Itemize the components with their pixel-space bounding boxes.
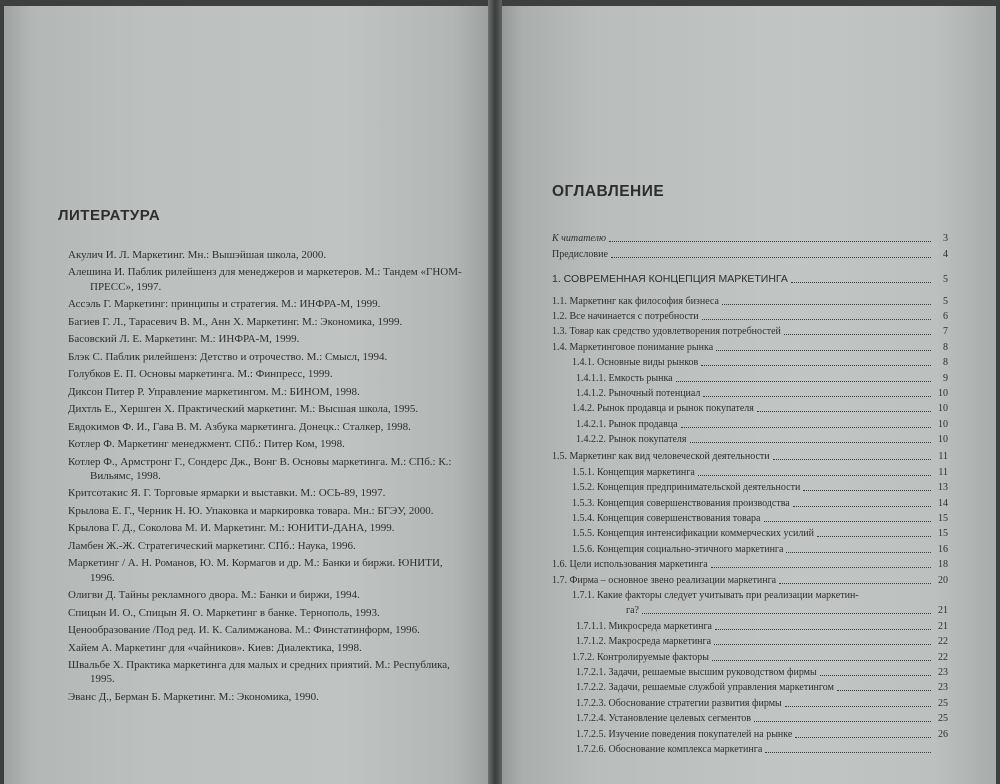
toc-chapter [552, 271, 948, 286]
toc-entry [552, 400, 948, 415]
toc-entry-label: 1.7.1.1. Микросреда маркетинга [576, 620, 712, 632]
toc-leader [765, 752, 931, 753]
toc-leader [837, 690, 931, 691]
toc-entry [552, 587, 948, 602]
toc-entry [552, 448, 948, 463]
toc-entry [552, 292, 948, 307]
toc-leader [698, 475, 931, 476]
reference-item: Дихтль Е., Хершген Х. Практический маркетинг. М.: Высшая школа, 1995. [68, 403, 419, 416]
toc-entry-label: 1.5.2. Концепция предпринимательской деятельности [572, 482, 801, 494]
toc-leader [773, 459, 931, 460]
reference-item: Ценообразование /Под ред. И. К. Салимжанова. М.: Финстатинформ, 1996. [68, 624, 420, 637]
reference-item: Ламбен Ж.-Ж. Стратегический маркетинг. СПб.: Наука, 1996. [68, 539, 356, 552]
toc-entry-label: 1.7.2.6. Обоснование комплекса маркетинга [576, 743, 763, 755]
toc-leader [820, 675, 931, 676]
toc-leader [754, 721, 931, 722]
toc-leader [764, 521, 932, 522]
toc-page-number: 13 [938, 482, 948, 494]
toc-entry-label: 1.7.2.1. Задачи, решаемые высшим руководством фирмы [576, 666, 817, 678]
toc-entry [552, 463, 948, 478]
toc-page-number: 8 [943, 357, 948, 369]
toc-entry [552, 510, 948, 525]
toc-entry-label: 1.7.2.5. Изучение поведения покупателей на рынке [576, 728, 793, 740]
toc-entry-label: 1.5.1. Концепция маркетинга [572, 466, 695, 478]
toc-leader [702, 319, 931, 320]
toc-page-number: 23 [938, 682, 948, 694]
toc-leader [703, 396, 931, 397]
toc-leader [784, 334, 931, 335]
reference-item: Блэк С. Паблик рилейшенз: Детство и отрочество. М.: Смысл, 1994. [68, 350, 388, 363]
toc-entry-label: 1.5.5. Концепция интенсификации коммерческих усилий [572, 528, 815, 540]
toc-entry-label: 1.1. Маркетинг как философия бизнеса [552, 295, 719, 307]
toc-leader [817, 536, 931, 537]
toc-entry [552, 338, 948, 353]
reference-item: Хайем А. Маркетинг для «чайников». Киев: Диалектика, 1998. [68, 641, 362, 654]
toc-entry [552, 556, 948, 571]
toc-entry [552, 617, 948, 632]
toc-page-number: 26 [938, 728, 948, 740]
toc-page-number: 5 [943, 295, 948, 307]
toc-leader [712, 660, 931, 661]
toc-entry [552, 354, 948, 369]
reference-item: Басовский Л. Е. Маркетинг. М.: ИНФРА-М, 1999. [68, 333, 300, 346]
toc-page-number: 18 [938, 559, 948, 571]
toc-page-number: 14 [938, 497, 948, 509]
toc-page-number: 16 [938, 543, 948, 555]
reference-item: Евдокимов Ф. И., Гава В. М. Азбука маркетинга. Донецк.: Сталкер, 1998. [68, 420, 411, 433]
toc-entry-label: га? [626, 605, 639, 617]
toc-leader [711, 567, 931, 568]
toc-leader [690, 442, 932, 443]
reference-item: Маркетинг / А. Н. Романов, Ю. М. Кормагов и др. М.: Банки и биржи. ЮНИТИ, 1996. [68, 557, 443, 584]
toc-page-number: 11 [938, 451, 948, 463]
toc-entry-label: 1.7.2.3. Обоснование стратегии развития фирмы [576, 697, 782, 709]
toc-page-number: 10 [938, 403, 948, 415]
toc-entry [552, 571, 948, 586]
toc-entry-label: 1.7.2.4. Установление целевых сегментов [576, 713, 751, 725]
reference-item: Швальбе Х. Практика маркетинга для малых и средних приятий. М.: Республика, 1995. [68, 659, 450, 686]
toc-entry [552, 230, 948, 245]
bibliography-list [68, 248, 468, 707]
toc-page-number: 25 [938, 697, 948, 709]
toc-entry-label: 1.5. Маркетинг как вид человеческой деятельности [552, 451, 770, 463]
toc-leader [715, 629, 931, 630]
contents-title: ОГЛАВЛЕНИЕ [552, 183, 665, 200]
toc-leader [701, 365, 931, 366]
toc-entry-label: 1.5.4. Концепция совершенствования товара [572, 513, 761, 525]
toc-leader [611, 257, 931, 258]
reference-item: Багиев Г. Л., Тарасевич В. М., Анн Х. Маркетинг. М.: Экономика, 1999. [68, 315, 403, 328]
table-of-contents [552, 230, 948, 756]
toc-leader [714, 644, 931, 645]
toc-entry-label: 1.4. Маркетинговое понимание рынка [552, 341, 714, 353]
toc-entry [552, 385, 948, 400]
toc-leader [716, 350, 931, 351]
toc-leader [793, 506, 931, 507]
toc-entry [552, 648, 948, 663]
toc-page-number: 8 [943, 341, 948, 353]
toc-entry [552, 369, 948, 384]
toc-entry [552, 679, 948, 694]
reference-item: Спицын И. О., Спицын Я. О. Маркетинг в банке. Тернополь, 1993. [68, 606, 380, 619]
toc-entry-label: 1.4.2.2. Рынок покупателя [576, 434, 687, 446]
toc-page-number: 23 [938, 666, 948, 678]
toc-entry-label: Предисловие [552, 248, 608, 260]
toc-entry-label: 1.7.2. Контролируемые факторы [572, 651, 709, 663]
bibliography-title: ЛИТЕРАТУРА [58, 207, 161, 224]
toc-leader [676, 381, 931, 382]
toc-entry-label: 1.6. Цели использования маркетинга [552, 559, 708, 571]
toc-page-number: 9 [943, 372, 948, 384]
toc-page-number: 6 [943, 310, 948, 322]
reference-item: Эванс Д., Берман Б. Маркетинг. М.: Экономика, 1990. [68, 690, 319, 703]
toc-page-number: 20 [938, 574, 948, 586]
reference-item: Котлер Ф. Маркетинг менеджмент. СПб.: Питер Ком, 1998. [68, 438, 345, 451]
toc-leader [642, 613, 931, 614]
toc-entry-label: 1.7.1.2. Макросреда маркетинга [576, 636, 712, 648]
toc-entry [552, 694, 948, 709]
toc-entry-label: 1.7.2.2. Задачи, решаемые службой управления маркетингом [576, 682, 834, 694]
toc-entry [552, 494, 948, 509]
reference-item: Диксон Питер Р. Управление маркетингом. М.: БИНОМ, 1998. [68, 385, 360, 398]
toc-entry-label: 1. СОВРЕМЕННАЯ КОНЦЕПЦИЯ МАРКЕТИНГА [552, 273, 788, 286]
toc-page-number: 15 [938, 528, 948, 540]
toc-page-number: 4 [943, 248, 948, 260]
reference-item: Акулич И. Л. Маркетинг. Мн.: Вышэйшая школа, 2000. [68, 249, 327, 261]
toc-entry [552, 540, 948, 555]
toc-page-number: 10 [938, 434, 948, 446]
toc-entry-label: 1.4.2.1. Рынок продавца [576, 418, 678, 430]
toc-entry [552, 479, 948, 494]
toc-leader [786, 552, 931, 553]
toc-page-number: 22 [938, 651, 948, 663]
toc-page-number: 7 [943, 326, 948, 338]
toc-entry [552, 633, 948, 648]
toc-entry-label: 1.4.1.2. Рыночный потенциал [576, 387, 701, 399]
toc-entry-label: 1.3. Товар как средство удовлетворения потребностей [552, 326, 781, 338]
toc-leader [795, 737, 931, 738]
toc-entry [552, 431, 948, 446]
toc-entry-label: 1.5.3. Концепция совершенствования производства [572, 497, 790, 509]
toc-leader [757, 411, 931, 412]
toc-entry-continuation [552, 602, 948, 617]
reference-item: Крылова Е. Г., Черник Н. Ю. Упаковка и маркировка товара. Мн.: БГЭУ, 2000. [68, 504, 434, 517]
toc-entry-label: К читателю [552, 233, 607, 245]
toc-page-number: 11 [938, 466, 948, 478]
toc-page-number: 10 [938, 418, 948, 430]
toc-page-number: 21 [938, 605, 948, 617]
reference-item: Ассэль Г. Маркетинг: принципы и стратегия. М.: ИНФРА-М, 1999. [68, 298, 381, 311]
toc-entry [552, 415, 948, 430]
toc-entry [552, 741, 948, 756]
toc-entry-label: 1.4.1. Основные виды рынков [572, 357, 699, 369]
toc-page-number: 15 [938, 513, 948, 525]
toc-entry-label: 1.7. Фирма – основное звено реализации маркетинга [552, 574, 777, 586]
toc-leader [722, 304, 931, 305]
toc-entry [552, 664, 948, 679]
toc-entry-label: 1.4.2. Рынок продавца и рынок покупателя [572, 403, 754, 415]
reference-item: Критсотакис Я. Г. Торговые ярмарки и выставки. М.: ОСЬ-89, 1997. [68, 487, 386, 500]
toc-leader [609, 241, 931, 242]
toc-leader [681, 427, 931, 428]
toc-page-number: 3 [943, 233, 948, 245]
toc-entry-label: 1.5.6. Концепция социально-этичного маркетинга [572, 543, 784, 555]
toc-entry [552, 525, 948, 540]
reference-item: Крылова Г. Д., Соколова М. И. Маркетинг. М.: ЮНИТИ-ДАНА, 1999. [68, 522, 395, 535]
toc-leader [779, 583, 931, 584]
toc-entry-label: 1.7.1. Какие факторы следует учитывать при реализации маркетин- [572, 589, 859, 601]
toc-entry [552, 245, 948, 260]
toc-entry-label: 1.2. Все начинается с потребности [552, 310, 699, 322]
toc-entry [552, 710, 948, 725]
toc-entry [552, 308, 948, 323]
toc-page-number: 5 [943, 274, 948, 286]
toc-entry-label: 1.4.1.1. Емкость рынка [576, 372, 673, 384]
toc-entry [552, 323, 948, 338]
toc-page-number: 21 [938, 620, 948, 632]
reference-item: Голубков Е. П. Основы маркетинга. М.: Финпресс, 1999. [68, 368, 333, 381]
toc-entry [552, 725, 948, 740]
toc-leader [791, 282, 931, 283]
toc-leader [785, 706, 931, 707]
toc-page-number: 10 [938, 387, 948, 399]
reference-item: Алешина И. Паблик рилейшенз для менеджеров и маркетеров. М.: Тандем «ГНОМ-ПРЕСС», 1997. [68, 266, 462, 293]
reference-item: Олигви Д. Тайны рекламного двора. М.: Банки и биржи, 1994. [68, 589, 360, 602]
toc-page-number: 25 [938, 713, 948, 725]
toc-leader [803, 490, 931, 491]
reference-item: Котлер Ф., Армстронг Г., Сондерс Дж., Вонг В. Основы маркетинга. М.: СПб.: К.: Вильямс, 1998. [68, 455, 452, 482]
book-spine [488, 0, 502, 784]
toc-page-number: 22 [938, 636, 948, 648]
